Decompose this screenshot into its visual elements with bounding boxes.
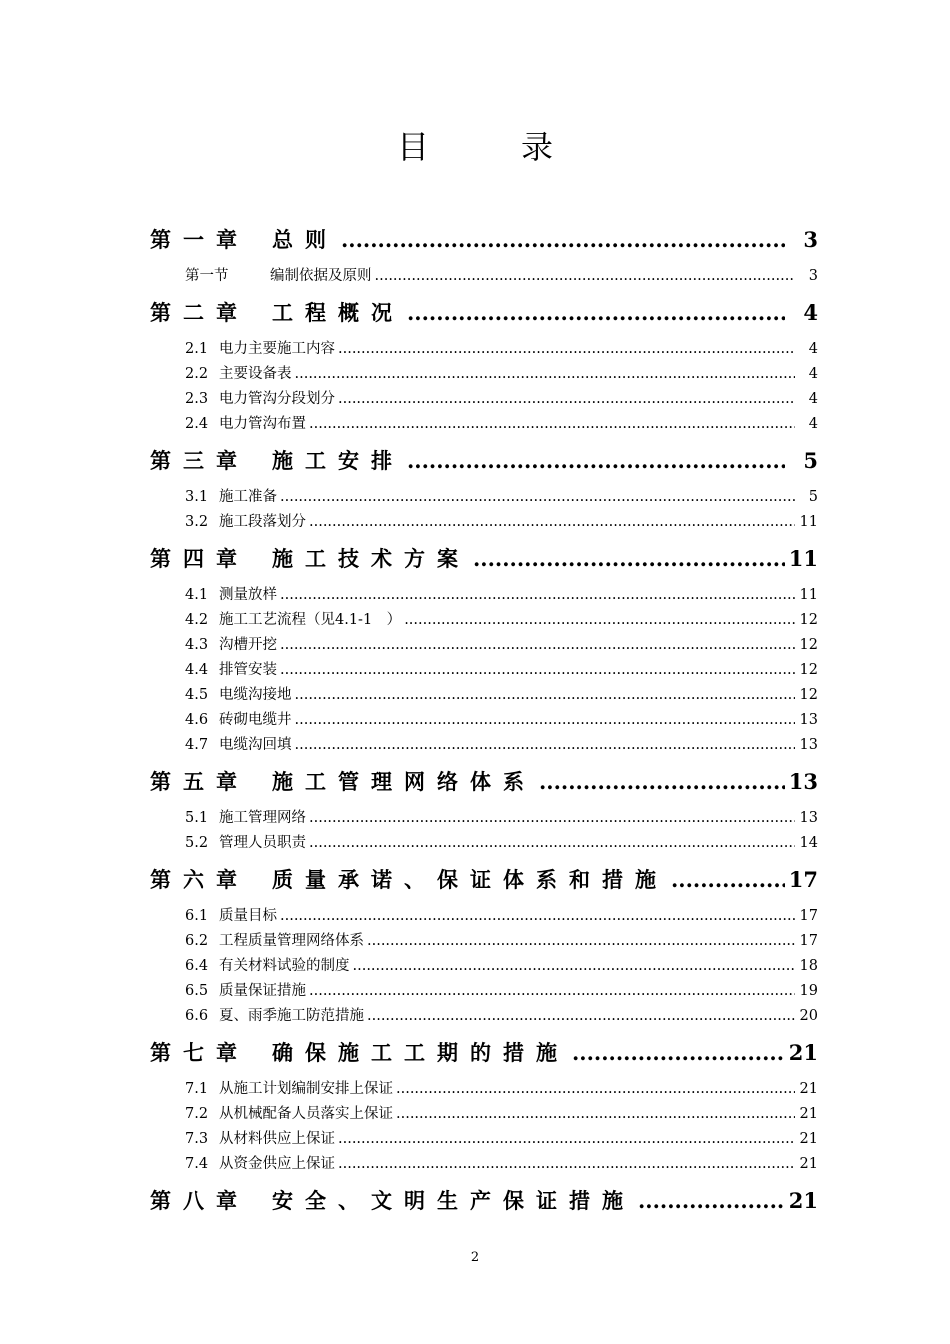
toc-chapter-8[interactable] bbox=[150, 1185, 818, 1225]
section-number: 4.5 bbox=[185, 687, 209, 703]
section-title: 施工工艺流程（见4.1-1 ） bbox=[219, 612, 402, 628]
section-title: 电力管沟布置 bbox=[219, 416, 306, 432]
toc-section-6-2[interactable] bbox=[150, 929, 818, 954]
section-number: 7.1 bbox=[185, 1081, 209, 1097]
section-title: 工程质量管理网络体系 bbox=[219, 933, 364, 949]
dot-leader bbox=[404, 612, 795, 628]
section-page-number: 12 bbox=[799, 687, 818, 703]
section-page-number: 19 bbox=[799, 983, 818, 999]
section-page-number: 21 bbox=[799, 1106, 818, 1122]
dot-leader bbox=[280, 637, 795, 653]
toc-section-2-1[interactable] bbox=[150, 337, 818, 362]
section-title: 电力主要施工内容 bbox=[219, 341, 335, 357]
section-number: 5.1 bbox=[185, 810, 209, 826]
toc-section-4-4[interactable] bbox=[150, 658, 818, 683]
section-page-number: 12 bbox=[799, 662, 818, 678]
toc-chapter-1[interactable] bbox=[150, 224, 818, 264]
dot-leader bbox=[572, 1040, 785, 1065]
section-number: 6.4 bbox=[185, 958, 209, 974]
section-number: 4.2 bbox=[185, 612, 209, 628]
dot-leader bbox=[280, 587, 795, 603]
section-title: 沟槽开挖 bbox=[219, 637, 277, 653]
chapter-title: 施工安排 bbox=[272, 448, 404, 473]
chapter-page-number: 4 bbox=[803, 300, 818, 325]
section-number: 5.2 bbox=[185, 835, 209, 851]
chapter-page-number: 13 bbox=[788, 769, 818, 794]
section-title: 电力管沟分段划分 bbox=[219, 391, 335, 407]
toc-section-3-2[interactable] bbox=[150, 510, 818, 535]
dot-leader bbox=[473, 546, 785, 571]
dot-leader bbox=[338, 1131, 795, 1147]
section-title: 电缆沟接地 bbox=[219, 687, 292, 703]
toc-section-5-2[interactable] bbox=[150, 831, 818, 856]
toc-section-7-4[interactable] bbox=[150, 1152, 818, 1177]
section-page-number: 13 bbox=[799, 712, 818, 728]
toc-chapter-7[interactable] bbox=[150, 1037, 818, 1077]
section-page-number: 13 bbox=[799, 737, 818, 753]
chapter-label: 第三章 bbox=[150, 448, 249, 473]
chapter-title: 质量承诺、保证体系和措施 bbox=[272, 867, 668, 892]
section-page-number: 17 bbox=[799, 908, 818, 924]
dot-leader bbox=[295, 366, 796, 382]
section-number: 7.2 bbox=[185, 1106, 209, 1122]
chapter-page-number: 21 bbox=[788, 1188, 818, 1213]
dot-leader bbox=[309, 835, 795, 851]
section-page-number: 5 bbox=[808, 489, 818, 505]
section-title: 编制依据及原则 bbox=[270, 268, 372, 284]
section-page-number: 4 bbox=[808, 391, 818, 407]
section-number: 2.3 bbox=[185, 391, 209, 407]
toc-section-1-1[interactable] bbox=[150, 264, 818, 289]
section-page-number: 18 bbox=[799, 958, 818, 974]
chapter-label: 第二章 bbox=[150, 300, 249, 325]
section-title: 施工管理网络 bbox=[219, 810, 306, 826]
chapter-label: 第八章 bbox=[150, 1188, 249, 1213]
section-number: 7.4 bbox=[185, 1156, 209, 1172]
toc-section-4-1[interactable] bbox=[150, 583, 818, 608]
dot-leader bbox=[407, 448, 785, 473]
toc-section-4-6[interactable] bbox=[150, 708, 818, 733]
page-number: 2 bbox=[470, 1250, 480, 1265]
section-page-number: 21 bbox=[799, 1156, 818, 1172]
dot-leader bbox=[280, 662, 795, 678]
section-number: 4.6 bbox=[185, 712, 209, 728]
dot-leader bbox=[539, 769, 785, 794]
dot-leader bbox=[295, 712, 796, 728]
section-page-number: 4 bbox=[808, 366, 818, 382]
section-page-number: 11 bbox=[799, 514, 818, 530]
chapter-page-number: 17 bbox=[788, 867, 818, 892]
section-page-number: 21 bbox=[799, 1081, 818, 1097]
dot-leader bbox=[396, 1106, 795, 1122]
dot-leader bbox=[309, 983, 795, 999]
section-number: 4.1 bbox=[185, 587, 209, 603]
chapter-title: 总则 bbox=[272, 227, 338, 252]
dot-leader bbox=[338, 341, 795, 357]
section-title: 排管安装 bbox=[219, 662, 277, 678]
chapter-title: 工程概况 bbox=[272, 300, 404, 325]
section-title: 质量目标 bbox=[219, 908, 277, 924]
chapter-page-number: 21 bbox=[788, 1040, 818, 1065]
dot-leader bbox=[295, 687, 796, 703]
section-number: 2.1 bbox=[185, 341, 209, 357]
section-title: 夏、雨季施工防范措施 bbox=[219, 1008, 364, 1024]
section-number: 4.3 bbox=[185, 637, 209, 653]
section-number: 6.1 bbox=[185, 908, 209, 924]
chapter-page-number: 11 bbox=[788, 546, 818, 571]
toc-section-4-2[interactable] bbox=[150, 608, 818, 633]
toc-section-2-3[interactable] bbox=[150, 387, 818, 412]
section-page-number: 21 bbox=[799, 1131, 818, 1147]
dot-leader bbox=[309, 416, 795, 432]
section-page-number: 4 bbox=[808, 341, 818, 357]
section-number: 4.4 bbox=[185, 662, 209, 678]
section-title: 有关材料试验的制度 bbox=[219, 958, 350, 974]
section-number: 第一节 bbox=[185, 268, 229, 284]
section-title: 测量放样 bbox=[219, 587, 277, 603]
dot-leader bbox=[295, 737, 796, 753]
toc-section-2-2[interactable] bbox=[150, 362, 818, 387]
chapter-label: 第一章 bbox=[150, 227, 249, 252]
dot-leader bbox=[309, 810, 795, 826]
section-page-number: 14 bbox=[799, 835, 818, 851]
chapter-label: 第七章 bbox=[150, 1040, 249, 1065]
chapter-label: 第四章 bbox=[150, 546, 249, 571]
section-number: 6.2 bbox=[185, 933, 209, 949]
toc-section-7-3[interactable] bbox=[150, 1127, 818, 1152]
dot-leader bbox=[638, 1188, 785, 1213]
section-page-number: 12 bbox=[799, 612, 818, 628]
dot-leader bbox=[407, 300, 785, 325]
toc-section-7-2[interactable] bbox=[150, 1102, 818, 1127]
section-page-number: 12 bbox=[799, 637, 818, 653]
section-title: 从资金供应上保证 bbox=[219, 1156, 335, 1172]
section-number: 7.3 bbox=[185, 1131, 209, 1147]
dot-leader bbox=[367, 1008, 795, 1024]
chapter-label: 第六章 bbox=[150, 867, 249, 892]
chapter-label: 第五章 bbox=[150, 769, 249, 794]
toc-section-4-3[interactable] bbox=[150, 633, 818, 658]
toc-section-6-4[interactable] bbox=[150, 954, 818, 979]
section-title: 砖砌电缆井 bbox=[219, 712, 292, 728]
dot-leader bbox=[367, 933, 795, 949]
toc-chapter-6[interactable] bbox=[150, 864, 818, 904]
toc-chapter-2[interactable] bbox=[150, 297, 818, 337]
toc-chapter-5[interactable] bbox=[150, 766, 818, 806]
section-page-number: 3 bbox=[808, 268, 818, 284]
dot-leader bbox=[396, 1081, 795, 1097]
chapter-page-number: 5 bbox=[803, 448, 818, 473]
toc-chapter-3[interactable] bbox=[150, 445, 818, 485]
section-title: 质量保证措施 bbox=[219, 983, 306, 999]
toc-section-7-1[interactable] bbox=[150, 1077, 818, 1102]
section-title: 电缆沟回填 bbox=[219, 737, 292, 753]
section-page-number: 4 bbox=[808, 416, 818, 432]
dot-leader bbox=[280, 908, 795, 924]
section-number: 4.7 bbox=[185, 737, 209, 753]
toc-section-4-5[interactable] bbox=[150, 683, 818, 708]
dot-leader bbox=[353, 958, 796, 974]
toc-chapter-4[interactable] bbox=[150, 543, 818, 583]
chapter-title: 安全、文明生产保证措施 bbox=[272, 1188, 635, 1213]
section-page-number: 17 bbox=[799, 933, 818, 949]
chapter-title: 确保施工工期的措施 bbox=[272, 1040, 569, 1065]
section-page-number: 11 bbox=[799, 587, 818, 603]
table-of-contents bbox=[150, 224, 818, 1225]
dot-leader bbox=[309, 514, 795, 530]
dot-leader bbox=[280, 489, 795, 505]
toc-section-6-6[interactable] bbox=[150, 1004, 818, 1029]
dot-leader bbox=[375, 268, 796, 284]
section-number: 2.2 bbox=[185, 366, 209, 382]
toc-section-2-4[interactable] bbox=[150, 412, 818, 437]
chapter-page-number: 3 bbox=[803, 227, 818, 252]
section-title: 从施工计划编制安排上保证 bbox=[219, 1081, 393, 1097]
section-title: 施工准备 bbox=[219, 489, 277, 505]
section-number: 2.4 bbox=[185, 416, 209, 432]
section-number: 3.2 bbox=[185, 514, 209, 530]
dot-leader bbox=[671, 867, 785, 892]
dot-leader bbox=[338, 1156, 795, 1172]
section-title: 从材料供应上保证 bbox=[219, 1131, 335, 1147]
document-title: 目 录 bbox=[396, 128, 583, 166]
section-title: 主要设备表 bbox=[219, 366, 292, 382]
section-number: 6.6 bbox=[185, 1008, 209, 1024]
section-page-number: 13 bbox=[799, 810, 818, 826]
section-title: 施工段落划分 bbox=[219, 514, 306, 530]
section-number: 3.1 bbox=[185, 489, 209, 505]
chapter-title: 施工技术方案 bbox=[272, 546, 470, 571]
dot-leader bbox=[341, 227, 785, 252]
toc-section-6-5[interactable] bbox=[150, 979, 818, 1004]
toc-section-6-1[interactable] bbox=[150, 904, 818, 929]
section-title: 从机械配备人员落实上保证 bbox=[219, 1106, 393, 1122]
toc-section-4-7[interactable] bbox=[150, 733, 818, 758]
section-title: 管理人员职责 bbox=[219, 835, 306, 851]
toc-section-3-1[interactable] bbox=[150, 485, 818, 510]
section-page-number: 20 bbox=[799, 1008, 818, 1024]
chapter-title: 施工管理网络体系 bbox=[272, 769, 536, 794]
dot-leader bbox=[338, 391, 795, 407]
toc-section-5-1[interactable] bbox=[150, 806, 818, 831]
section-number: 6.5 bbox=[185, 983, 209, 999]
